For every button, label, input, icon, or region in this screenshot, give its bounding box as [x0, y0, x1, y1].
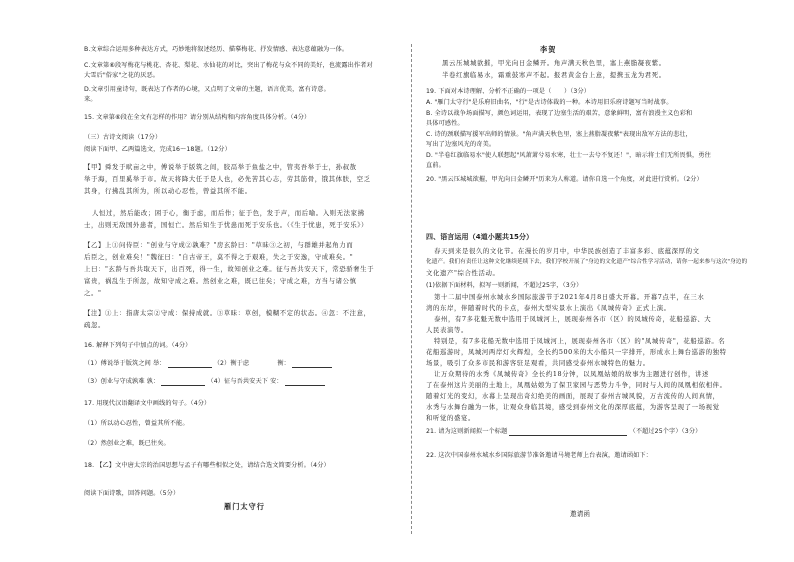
q16-item-1 — [84, 360, 332, 368]
passage-jia-line1: 【甲】舜发于畎亩之中，傅说举于版筑之间，胶鬲举于鱼盐之中，管夷吾举于士，孙叔敖 — [84, 163, 357, 171]
q16-answer-blank-3[interactable] — [161, 380, 205, 386]
q19-option-b-line2: 具体可感性。 — [426, 120, 464, 127]
question-16: 16. 解释下列句子中加点的词。（4分） — [84, 342, 192, 349]
q16-item-3 — [84, 378, 325, 386]
q14-option-d-line2: 来。 — [84, 96, 97, 103]
q14-option-c-line1: C.文章第⑥段写梅花与桃花、杏花、梨花、水仙花的对比，突出了梅花与众不同的美好，也流露出作者对 — [84, 62, 373, 69]
q16-item-1-text: （1）傅说举于版筑之间 举： — [84, 360, 166, 367]
news-material-line5: 特别是，有7多花船无数中选用于凤城河上，展现泰州各市（区）的"凤城传奇"，花船巡游。名 — [434, 337, 726, 345]
q14-option-c-line2: 大雪后"俗家"之花的厌恶。 — [84, 72, 160, 79]
section-3-heading: （三）古诗文阅读（17分） — [84, 134, 162, 141]
poem-title: 雁门太守行 — [224, 502, 265, 511]
right-column — [426, 0, 748, 562]
poem-line-1: 黑云压城城欲摧，甲光向日金鳞开。角声满天秋色里，塞上燕脂凝夜紫。 — [442, 59, 666, 67]
q16-answer-blank-2[interactable] — [292, 362, 332, 368]
q19-option-c-line1: C. 诗的颈联描写援军出师的情景。"角声满天秋色里，塞上燕脂凝夜紫"表现出敌军方法的悲壮， — [426, 131, 692, 138]
q19-option-b-line1: B. 全诗以战争场面描写，颜色词运用，表现了边塞生活的艰苦，意象鲜明，富有浪漫主义色彩和 — [426, 110, 693, 117]
section-4-intro-line2: 化遗产。我们有责任让这种文化继续延续下去，我们学校开展了"身边的文化遗产"综合性学习活动，请你一起来参与这次"身边的 — [426, 259, 748, 265]
q16-answer-blank-1[interactable] — [168, 362, 212, 368]
news-material-line4: 人民表演等。 — [426, 326, 468, 334]
question-18: 18. 【乙】文中唐太宗的治国思想与孟子有哪些相似之处，请结合选文简要分析。（4分） — [84, 462, 330, 469]
passage-yi-line1: 【乙】上①问侍臣："创业与守成②孰难？"房玄龄曰："草昧③之初，与群雄并起角力而 — [84, 241, 354, 249]
q21-limit: （不超过25个字）（3分） — [629, 428, 702, 435]
news-material-line9: 了在泰州这片美丽的土地上，凤凰姑娘为了保卫家园与恶势力斗争，同时与人间的凤凰相依相伴。 — [426, 381, 727, 389]
question-20: 20. "黑云压城城欲摧，甲光向日金鳞开"历来为人称道。请你自选一个角度，对此进行赏析。（2分） — [426, 176, 703, 183]
section-4-intro-line1: 春天到来是很久的文化节。在漫长的岁月中，中华民族创造了丰富多彩、底蕴深厚的文 — [434, 247, 700, 255]
q14-option-b: B.文章综合运用多种表达方式，巧妙地将叙述经历、描摹梅花、抒发情感、表达意蕴融为一体。 — [84, 46, 349, 53]
question-15: 15. 文章第⑥段在全文有怎样的作用？请分别从结构和内容角度具体分析。（4分） — [84, 114, 311, 121]
q16-item-3-text: （3）创业与守成孰难 孰： — [84, 378, 160, 385]
news-material-line3: 泰州，有7多花魁无数中选用于凤城河上，展现泰州各市（区）的凤城传奇，花船巡游、大 — [434, 315, 712, 323]
left-column — [84, 0, 402, 562]
column-divider — [411, 44, 412, 534]
section-4-intro-line3: 文化遗产"综合性活动。 — [426, 269, 500, 277]
news-material-line7: 场景，吸引了众多市民和游客驻足观看，共同感受泰州水城特色的魅力。 — [426, 359, 650, 367]
q17-item-2: （2）然创业之难，既已往矣。 — [84, 440, 170, 447]
passage-yi-line5: 之。" — [84, 289, 102, 297]
question-19: 19. 下面对本诗理解、分析不正确的一项是（ ）（3分） — [426, 88, 591, 95]
passage-yi-line4: 富贵，祸乱生于所忽，故知守成之难。然创业之难，既已往矣；守成之难，方当与诸公慎 — [84, 277, 357, 285]
q19-option-c-line2: 写出了边塞风光的奇美。 — [426, 141, 496, 148]
passage-jia-line3: 其身，行拂乱其所为，所以动心忍性，曾益其所不能。 — [84, 187, 252, 195]
q16-item-2-label: 衡： — [277, 360, 290, 367]
question-22: 22. 这次中国泰州水城水乡国际旅游节准备邀请马境老师上台表演，邀请函如下： — [426, 452, 652, 459]
invitation-title: 邀请函 — [570, 510, 591, 518]
passage-yi-line2: 后臣之，创业难矣！"魏征曰："自古帝王，莫不得之于艰难，失之于安逸，守成难矣。" — [84, 253, 354, 261]
q21-title-blank[interactable] — [509, 430, 627, 436]
subtask-1-heading: (1)依据下面材料，拟写一则新闻，不超过25字，（3分） — [426, 282, 583, 289]
poem-author: 李贺 — [540, 45, 557, 54]
q16-item-4-text: （4）征与吾共安天下 安： — [207, 378, 283, 385]
news-material-line11: 水秀与水舞台融为一体，让观众身临其境，感受到泰州文化的深厚底蕴，为游客呈现了一场视觉 — [426, 403, 720, 411]
news-material-line8: 让万众期待的水秀《凤城传奇》全长约18分钟，以凤凰姑娘的故事为主题进行创作，讲述 — [434, 370, 709, 378]
news-material-line10: 随着灯光的变幻，水幕上呈现出奇幻绝美的画面，展现了泰州古城风貌，万古流传的人间真情， — [426, 392, 720, 400]
passage-jia-line5: 士，出则无敌国外患者，国恒亡。然后知生于忧患而死于安乐也。（《生于忧患，死于安乐》） — [84, 221, 369, 229]
q17-item-1: （1）所以动心忍性，曾益其所不能。 — [84, 420, 189, 427]
poem-line-2: 半卷红旗临易水，霜重鼓寒声不起。报君黄金台上意，提携玉龙为君死。 — [442, 71, 666, 79]
q16-answer-blank-4[interactable] — [285, 380, 325, 386]
section-3-intro: 阅读下面甲、乙两篇选文，完成16～18题。（12分） — [84, 146, 231, 153]
news-material-line6: 花船巡游时，凤城河两岸灯火辉煌，全长约500米的大小船只一字排开，形成水上舞台巡游的独特 — [426, 348, 727, 356]
passage-jia-line2: 举于海，百里奚举于市。故天将降大任于是人也，必先苦其心志，劳其筋骨，饿其体肤，空乏 — [84, 175, 371, 183]
q16-item-2-text: （2）衡于虑 — [213, 360, 250, 367]
question-21 — [426, 428, 701, 436]
poem-reading-intro: 阅读下面诗歌，回答问题。（5分） — [84, 490, 180, 497]
annotation-line2: 疏忽。 — [84, 321, 105, 329]
question-17: 17. 用现代汉语翻译文中画线的句子。（4分） — [84, 400, 211, 407]
passage-yi-line3: 上曰："玄龄与吾共取天下，出百死，得一生，故知创业之难。征与吾共安天下，常恐骄奢生于 — [84, 265, 375, 273]
news-material-line2: 湾的东岸，伴随着时代的卡点，泰州大型实景水上演出《凤城传奇》正式上演。 — [426, 304, 671, 312]
annotation-line1: 【注】①上：指唐太宗②守成：保持成就。③草昧：草创，模糊不定的状态。④忽：不注意， — [84, 309, 371, 317]
passage-jia-line4: 人恒过，然后能改；困于心，衡于虑，而后作；征于色，发于声，而后喻。入则无法家拂 — [92, 209, 365, 217]
q21-label: 21. 请为这则新闻拟一个标题 — [426, 428, 508, 435]
q14-option-d-line1: D.文章引用童诗句，既表达了作者的心境，又点明了文章的主题，语言优美，富有诗意。 — [84, 86, 330, 93]
section-4-heading: 四、语言运用（4道小题共15分） — [426, 233, 534, 241]
q19-option-d-line1: D. "半卷红旗临易水"使人联想起"风萧萧兮易水寒，壮士一去兮不复还！"，暗示将士们无所畏惧，勇往 — [426, 152, 711, 159]
news-material-line12: 和听觉的盛宴。 — [426, 414, 475, 422]
q19-option-d-line2: 直前。 — [426, 162, 445, 169]
news-material-line1: 第十二届中国泰州水城水乡国际旅游节于2021年4月8日盛大开幕。开幕7点半，在三水 — [434, 293, 705, 301]
q19-option-a: A. "雁门太守行"是乐府旧曲名，"行"是古诗体裁的一种。本诗用旧乐府诗题写当时战事。 — [426, 99, 673, 106]
